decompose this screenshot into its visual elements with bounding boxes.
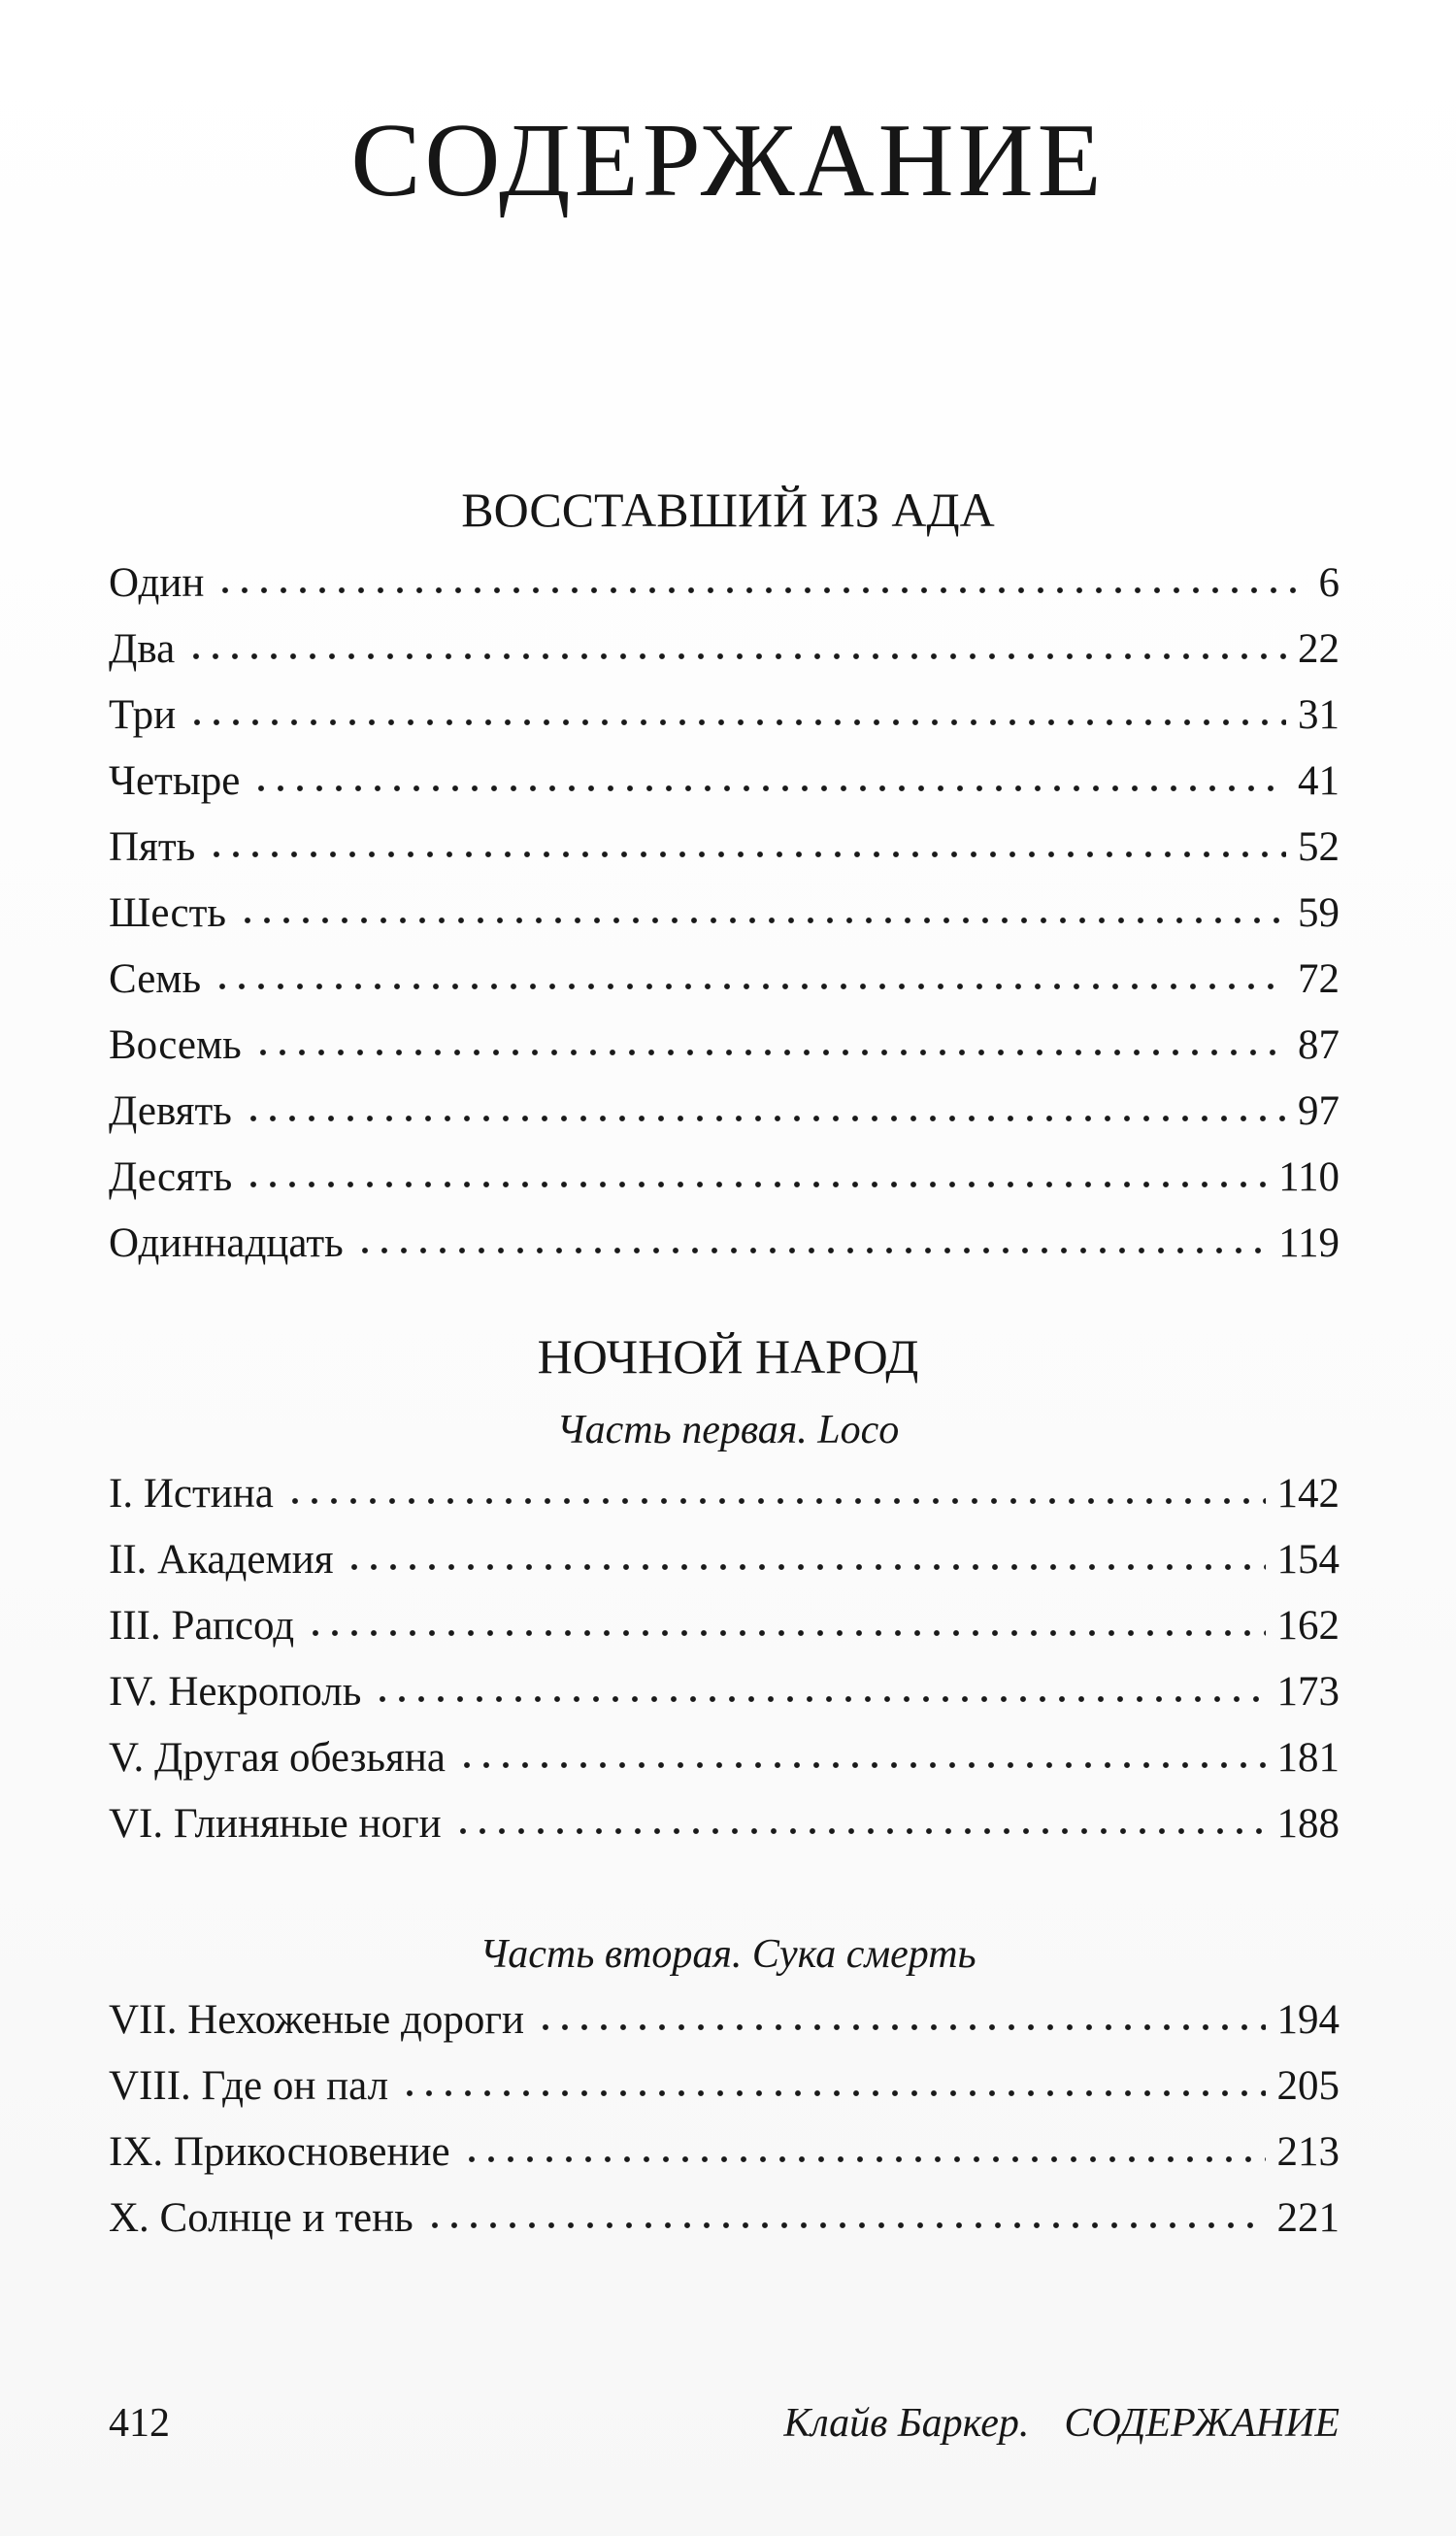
toc-entry-page: 142	[1276, 1471, 1340, 1517]
toc-entry	[109, 550, 1340, 604]
toc-entry-label: VIII. Где он пал	[109, 2063, 389, 2109]
toc-entry	[109, 1790, 1340, 1845]
toc-entry-label: Шесть	[109, 890, 227, 936]
dot-leader	[285, 1495, 1266, 1507]
toc-entry-label: II. Академия	[109, 1537, 334, 1583]
toc-entry	[109, 946, 1340, 1000]
toc-entry-page: 41	[1298, 758, 1340, 804]
toc-entry	[109, 880, 1340, 934]
toc-entry	[109, 1210, 1340, 1264]
toc-entry	[109, 1078, 1340, 1132]
toc-entry	[109, 2185, 1340, 2239]
toc-entry-label: I. Истина	[109, 1471, 274, 1517]
toc-entry-label: Четыре	[109, 758, 241, 804]
toc-entry-label: Пять	[109, 824, 196, 870]
toc-entry-label: Два	[109, 626, 176, 672]
dot-leader	[213, 981, 1286, 992]
part-heading: Часть вторая. Сука смерть	[480, 1932, 976, 1977]
dot-leader	[400, 2087, 1265, 2099]
toc-entry-label: III. Рапсод	[109, 1603, 295, 1649]
toc-entry	[109, 1724, 1340, 1779]
dot-leader	[215, 584, 1307, 596]
toc-entry-page: 154	[1276, 1537, 1340, 1583]
toc-entry-page: 22	[1298, 626, 1340, 672]
toc-entry	[109, 1144, 1340, 1198]
toc-entry	[109, 616, 1340, 670]
toc-entry-page: 97	[1298, 1088, 1340, 1134]
dot-leader	[251, 783, 1286, 794]
footer-page-number: 412	[109, 2401, 170, 2446]
dot-leader	[355, 1245, 1267, 1256]
toc-entry	[109, 1526, 1340, 1581]
toc-entry-label: Девять	[109, 1088, 232, 1134]
toc-entry-page: 194	[1276, 1997, 1340, 2043]
toc-entry-page: 173	[1276, 1669, 1340, 1715]
running-header	[783, 2400, 1340, 2447]
footer-author: Клайв Баркер.	[783, 2401, 1030, 2446]
dot-leader	[187, 717, 1286, 728]
toc-entry-page: 162	[1276, 1603, 1340, 1649]
toc-entry-label: VI. Глиняные ноги	[109, 1801, 442, 1847]
toc-entry	[109, 748, 1340, 802]
toc-entry	[109, 2119, 1340, 2173]
toc-entry-page: 110	[1278, 1154, 1340, 1200]
toc-entry-page: 181	[1276, 1735, 1340, 1781]
toc-entry	[109, 814, 1340, 868]
toc-entry-label: Одиннадцать	[109, 1220, 344, 1266]
toc-entry-label: Три	[109, 692, 177, 738]
toc-entry	[109, 682, 1340, 736]
dot-leader	[425, 2219, 1266, 2231]
dot-leader	[244, 1113, 1286, 1124]
section-heading-nightbreed: НОЧНОЙ НАРОД	[537, 1329, 919, 1384]
toc-entry-label: IX. Прикосновение	[109, 2129, 450, 2175]
toc-entry-page: 221	[1276, 2195, 1340, 2241]
toc-entry	[109, 1460, 1340, 1515]
toc-entry-label: Один	[109, 560, 205, 606]
dot-leader	[457, 1759, 1266, 1771]
toc-entry-page: 87	[1298, 1022, 1340, 1068]
dot-leader	[306, 1627, 1265, 1639]
dot-leader	[244, 1179, 1267, 1190]
toc-entry-label: Семь	[109, 956, 202, 1002]
page-footer	[109, 2388, 1340, 2447]
dot-leader	[186, 651, 1286, 662]
part-heading: Часть первая. Loco	[556, 1408, 900, 1452]
dot-leader	[373, 1693, 1265, 1705]
dot-leader	[345, 1561, 1265, 1573]
toc-entry-label: Десять	[109, 1154, 233, 1200]
toc-entry-page: 6	[1318, 560, 1340, 606]
toc-entry-label: X. Солнце и тень	[109, 2195, 414, 2241]
dot-leader	[207, 849, 1286, 860]
toc-entry-label: Восемь	[109, 1022, 242, 1068]
dot-leader	[536, 2021, 1265, 2033]
dot-leader	[453, 1825, 1266, 1837]
page-title: СОДЕРЖАНИЕ	[350, 103, 1106, 218]
toc-entry-label: IV. Некрополь	[109, 1669, 362, 1715]
dot-leader	[462, 2153, 1266, 2165]
toc-entry	[109, 2052, 1340, 2107]
toc-entry-page: 188	[1276, 1801, 1340, 1847]
toc-entry-page: 31	[1298, 692, 1340, 738]
dot-leader	[238, 915, 1286, 926]
toc-entry-page: 213	[1276, 2129, 1340, 2175]
toc-entry	[109, 1986, 1340, 2041]
dot-leader	[253, 1047, 1286, 1058]
toc-entry-label: V. Другая обезьяна	[109, 1735, 446, 1781]
toc-entry-page: 72	[1298, 956, 1340, 1002]
toc-entry-page: 205	[1276, 2063, 1340, 2109]
toc-entry-page: 59	[1298, 890, 1340, 936]
toc-entry-page: 52	[1298, 824, 1340, 870]
toc-entry	[109, 1658, 1340, 1713]
toc-entry	[109, 1012, 1340, 1066]
toc-entry-label: VII. Нехоженые дороги	[109, 1997, 525, 2043]
toc-entry-page: 119	[1278, 1220, 1340, 1266]
toc-entry	[109, 1592, 1340, 1647]
section-heading-hellraiser: ВОССТАВШИЙ ИЗ АДА	[461, 483, 995, 537]
footer-running-title: СОДЕРЖАНИЕ	[1064, 2401, 1340, 2446]
